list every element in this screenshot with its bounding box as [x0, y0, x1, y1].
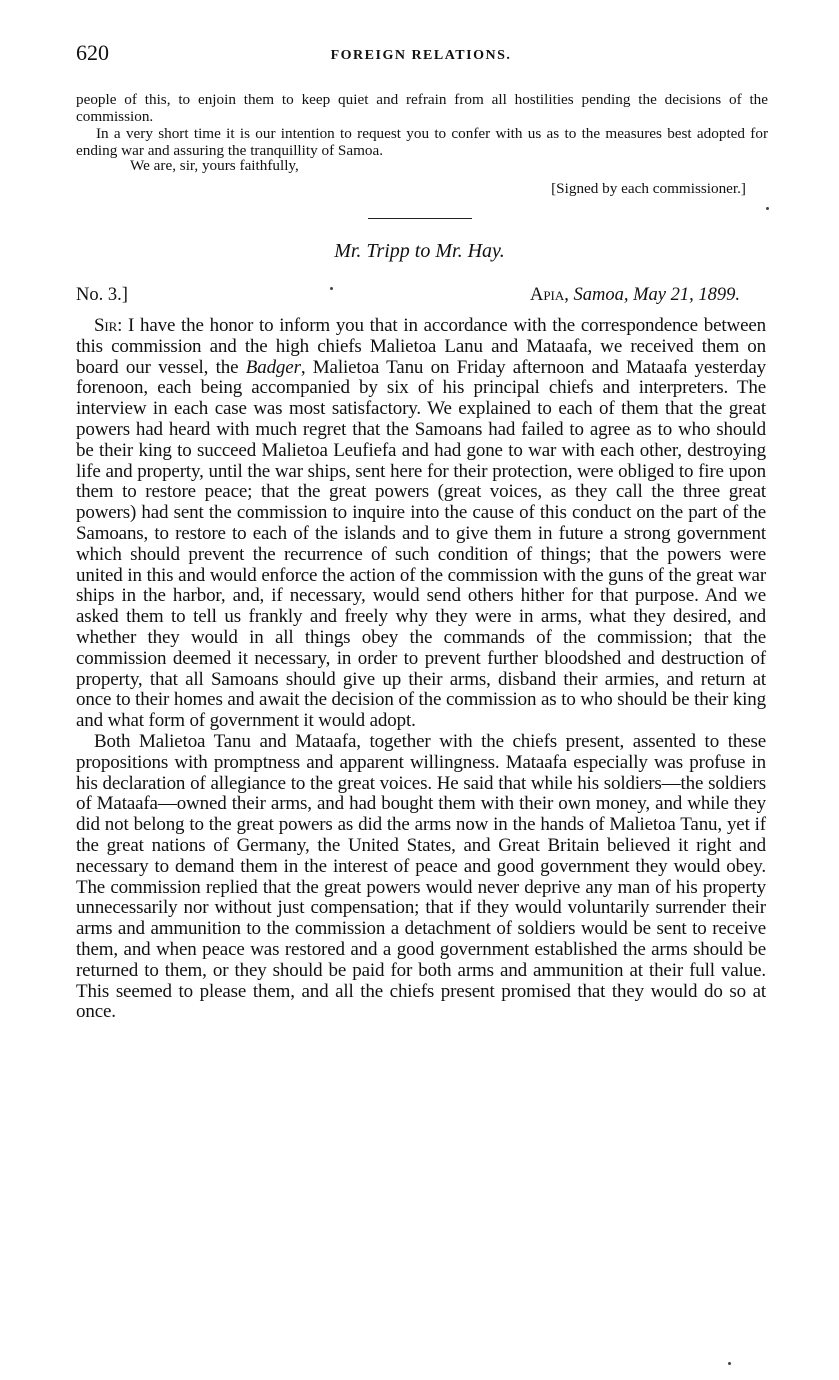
letter-heading: Mr. Tripp to Mr. Hay. — [334, 240, 505, 262]
intention-paragraph: In a very short time it is our intention to request you to confer with us as to the measures best adopted for ending war and assuring the tranquillity of Samoa. — [76, 125, 768, 159]
vessel-name: Badger — [245, 356, 301, 378]
paragraph-1-text: I have the honor to inform you that in accordance with the correspondence between this commission and the high chiefs Malietoa Lanu and Mataafa, we received them on board our vessel, the — [76, 315, 766, 378]
running-head: FOREIGN RELATIONS. — [330, 48, 512, 63]
continued-paragraph: people of this, to enjoin them to keep quiet and refrain from all hostilities pending the decisions of the commission. — [76, 91, 768, 125]
body-paragraph-1 — [76, 316, 766, 732]
page-header — [76, 40, 766, 70]
letter-place: Apia, — [529, 285, 569, 305]
signature-line: [Signed by each commissioner.] — [551, 180, 746, 197]
print-speck — [728, 1362, 731, 1365]
paragraph-1-end: , Malietoa Tanu on Friday afternoon and Mataafa yesterday forenoon, each being accompanied by six of his principal chiefs and interpreters. The interview in each case was most satisfactory. We explained to each of them that the great powers had heard with much regret that the Samoans had failed to agree as to who should be their king to succeed Malietoa Leufiefa and had gone to war with each other, destroying life and property, until the war ships, sent here for their protection, were obliged to fire upon them to restore peace; that the great powers (great voices, as they call the three great powers) had sent the commission to inquire into the cause of this conduct on the part of the Samoans, to restore to each of the islands and to give them in future a strong government which should prevent the recurrence of such condition of things; that the powers were united in this and would enforce the action of the commission with the guns of the great war ships in the harbor, and, if necessary, would send others hither for that purpose. And we asked them to tell us frankly and freely why they were in arms, what they desired, and whether they would in all things obey the commands of the commission; that the commission deemed it necessary, in order to prevent further bloodshed and destruction of property, that all Samoans should give up their arms, disband their armies, and return at once to their homes and await the decision of the commission as to who should be their king and what form of government it would adopt. — [76, 356, 766, 732]
salutation: Sir: — [94, 315, 123, 336]
section-divider — [368, 218, 472, 219]
letter-number: No. 3.] — [76, 285, 128, 305]
letter-date-text: Samoa, May 21, 1899. — [573, 285, 740, 305]
letter-date — [530, 285, 740, 306]
page-number: 620 — [76, 40, 109, 65]
body-paragraph-2: Both Malietoa Tanu and Mataafa, together with the chiefs present, assented to these propositions with promptness and apparent willingness. Mataafa especially was profuse in his declaration of allegiance to the great voices. He said that while his soldiers—the soldiers of Mataafa—owned their arms, and had bought them with their own money, and while they did not belong to the great powers as did the arms now in the hands of Malietoa Tanu, yet if the great nations of Germany, the United States, and Great Britain believed it right and necessary to demand them in the interest of peace and good government they would obey. The commission replied that the great powers would never deprive any man of his property unnecessarily nor without just compensation; that if they would voluntarily surrender their arms and ammunition to the commission a detachment of soldiers would be sent to receive them, and when peace was restored and a good government established the arms should be returned to them, or they should be paid for both arms and ammunition at their full value. This seemed to please them, and all the chiefs present promised that they would do so at once. — [76, 730, 766, 1023]
print-speck — [766, 207, 769, 210]
closing-line: We are, sir, yours faithfully, — [130, 157, 299, 174]
letter-body — [76, 316, 766, 1023]
print-speck — [330, 287, 333, 290]
